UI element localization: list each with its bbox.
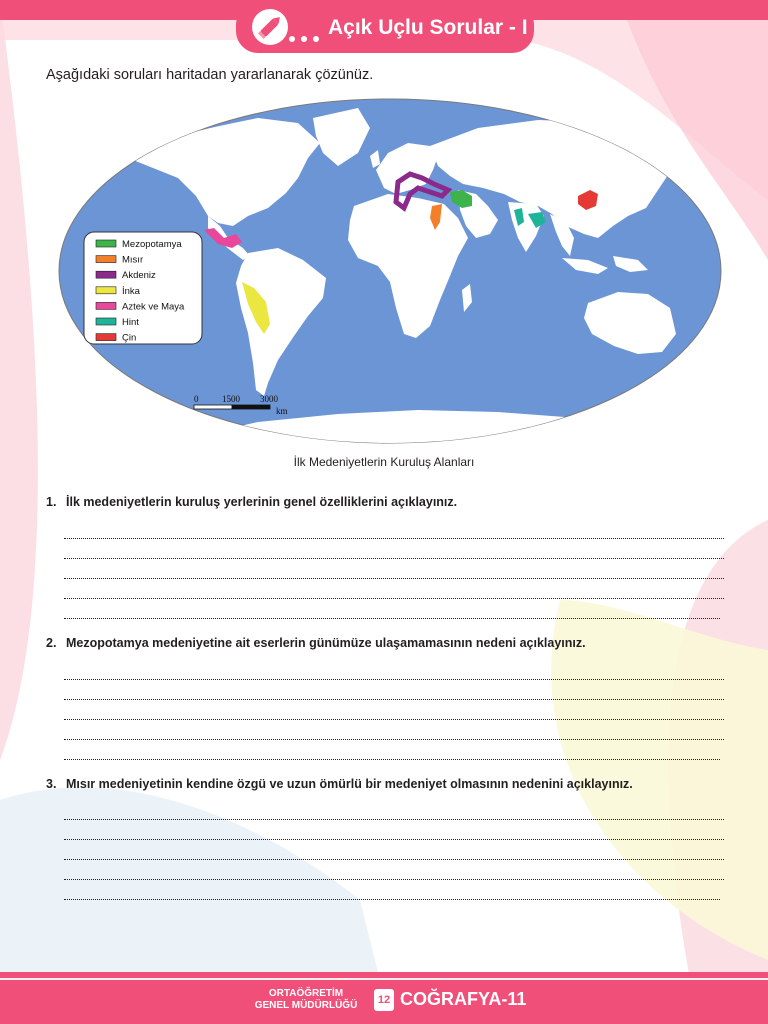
answer-area-3[interactable] bbox=[64, 800, 724, 900]
question-number: 3. bbox=[46, 777, 57, 791]
legend-swatch bbox=[96, 287, 116, 294]
page-number: 12 bbox=[374, 989, 394, 1011]
page-title: Açık Uçlu Sorular - I bbox=[328, 16, 528, 39]
answer-line[interactable] bbox=[64, 539, 724, 559]
footer-rule bbox=[0, 978, 768, 980]
question-text: İlk medeniyetlerin kuruluş yerlerinin genel özelliklerini açıklayınız. bbox=[66, 495, 458, 509]
question-1 bbox=[46, 495, 457, 509]
legend-label: Mısır bbox=[122, 254, 144, 266]
legend-label: Aztek ve Maya bbox=[122, 301, 185, 313]
answer-area-2[interactable] bbox=[64, 660, 724, 760]
legend-label: Akdeniz bbox=[122, 270, 156, 282]
scale-unit: km bbox=[276, 406, 288, 416]
instruction-text: Aşağıdaki soruları haritadan yararlanarak çözünüz. bbox=[46, 67, 374, 83]
institution-line-1: ORTAÖĞRETİM bbox=[268, 988, 344, 999]
answer-line[interactable] bbox=[64, 660, 724, 680]
institution-line-2: GENEL MÜDÜRLÜĞÜ bbox=[254, 1000, 358, 1011]
legend-swatch bbox=[96, 302, 116, 309]
answer-line[interactable] bbox=[64, 720, 724, 740]
subject-title: COĞRAFYA-11 bbox=[400, 989, 527, 1009]
answer-line[interactable] bbox=[64, 579, 724, 599]
answer-line[interactable] bbox=[64, 840, 724, 860]
answer-line[interactable] bbox=[64, 800, 724, 820]
legend-label: İnka bbox=[122, 285, 140, 297]
pencil-dots-icon bbox=[250, 7, 290, 47]
institution-name bbox=[246, 988, 366, 1012]
scale-tick-2: 3000 bbox=[260, 394, 278, 404]
map-legend bbox=[84, 232, 202, 344]
answer-area-1[interactable] bbox=[64, 519, 724, 619]
dots-icon bbox=[288, 35, 322, 43]
legend-label: Hint bbox=[122, 317, 139, 328]
scale-tick-0: 0 bbox=[194, 394, 199, 404]
legend-swatch bbox=[96, 334, 116, 341]
footer bbox=[0, 972, 768, 1024]
answer-line[interactable] bbox=[64, 700, 724, 720]
legend-label: Çin bbox=[122, 332, 137, 344]
question-text: Mezopotamya medeniyetine ait eserlerin günümüze ulaşamamasının nedeni açıklayınız. bbox=[66, 636, 586, 650]
question-3 bbox=[46, 777, 633, 791]
question-text: Mısır medeniyetinin kendine özgü ve uzun ömürlü bir medeniyet olmasının nedenini açıklayınız. bbox=[66, 777, 633, 791]
world-map bbox=[58, 98, 722, 444]
legend-swatch bbox=[96, 271, 116, 278]
answer-line[interactable] bbox=[64, 820, 724, 840]
question-number: 1. bbox=[46, 495, 57, 509]
answer-line[interactable] bbox=[64, 559, 724, 579]
legend-label: Mezopotamya bbox=[122, 239, 182, 250]
answer-line[interactable] bbox=[64, 880, 720, 900]
legend-swatch bbox=[96, 240, 116, 247]
legend-swatch bbox=[96, 318, 116, 325]
scale-tick-1: 1500 bbox=[222, 394, 240, 404]
question-2 bbox=[46, 636, 586, 650]
legend-swatch bbox=[96, 256, 116, 263]
header-title-pill bbox=[236, 3, 534, 53]
map-caption: İlk Medeniyetlerin Kuruluş Alanları bbox=[293, 455, 475, 469]
answer-line[interactable] bbox=[64, 860, 724, 880]
answer-line[interactable] bbox=[64, 680, 724, 700]
question-number: 2. bbox=[46, 636, 57, 650]
answer-line[interactable] bbox=[64, 519, 724, 539]
answer-line[interactable] bbox=[64, 740, 720, 760]
answer-line[interactable] bbox=[64, 599, 720, 619]
